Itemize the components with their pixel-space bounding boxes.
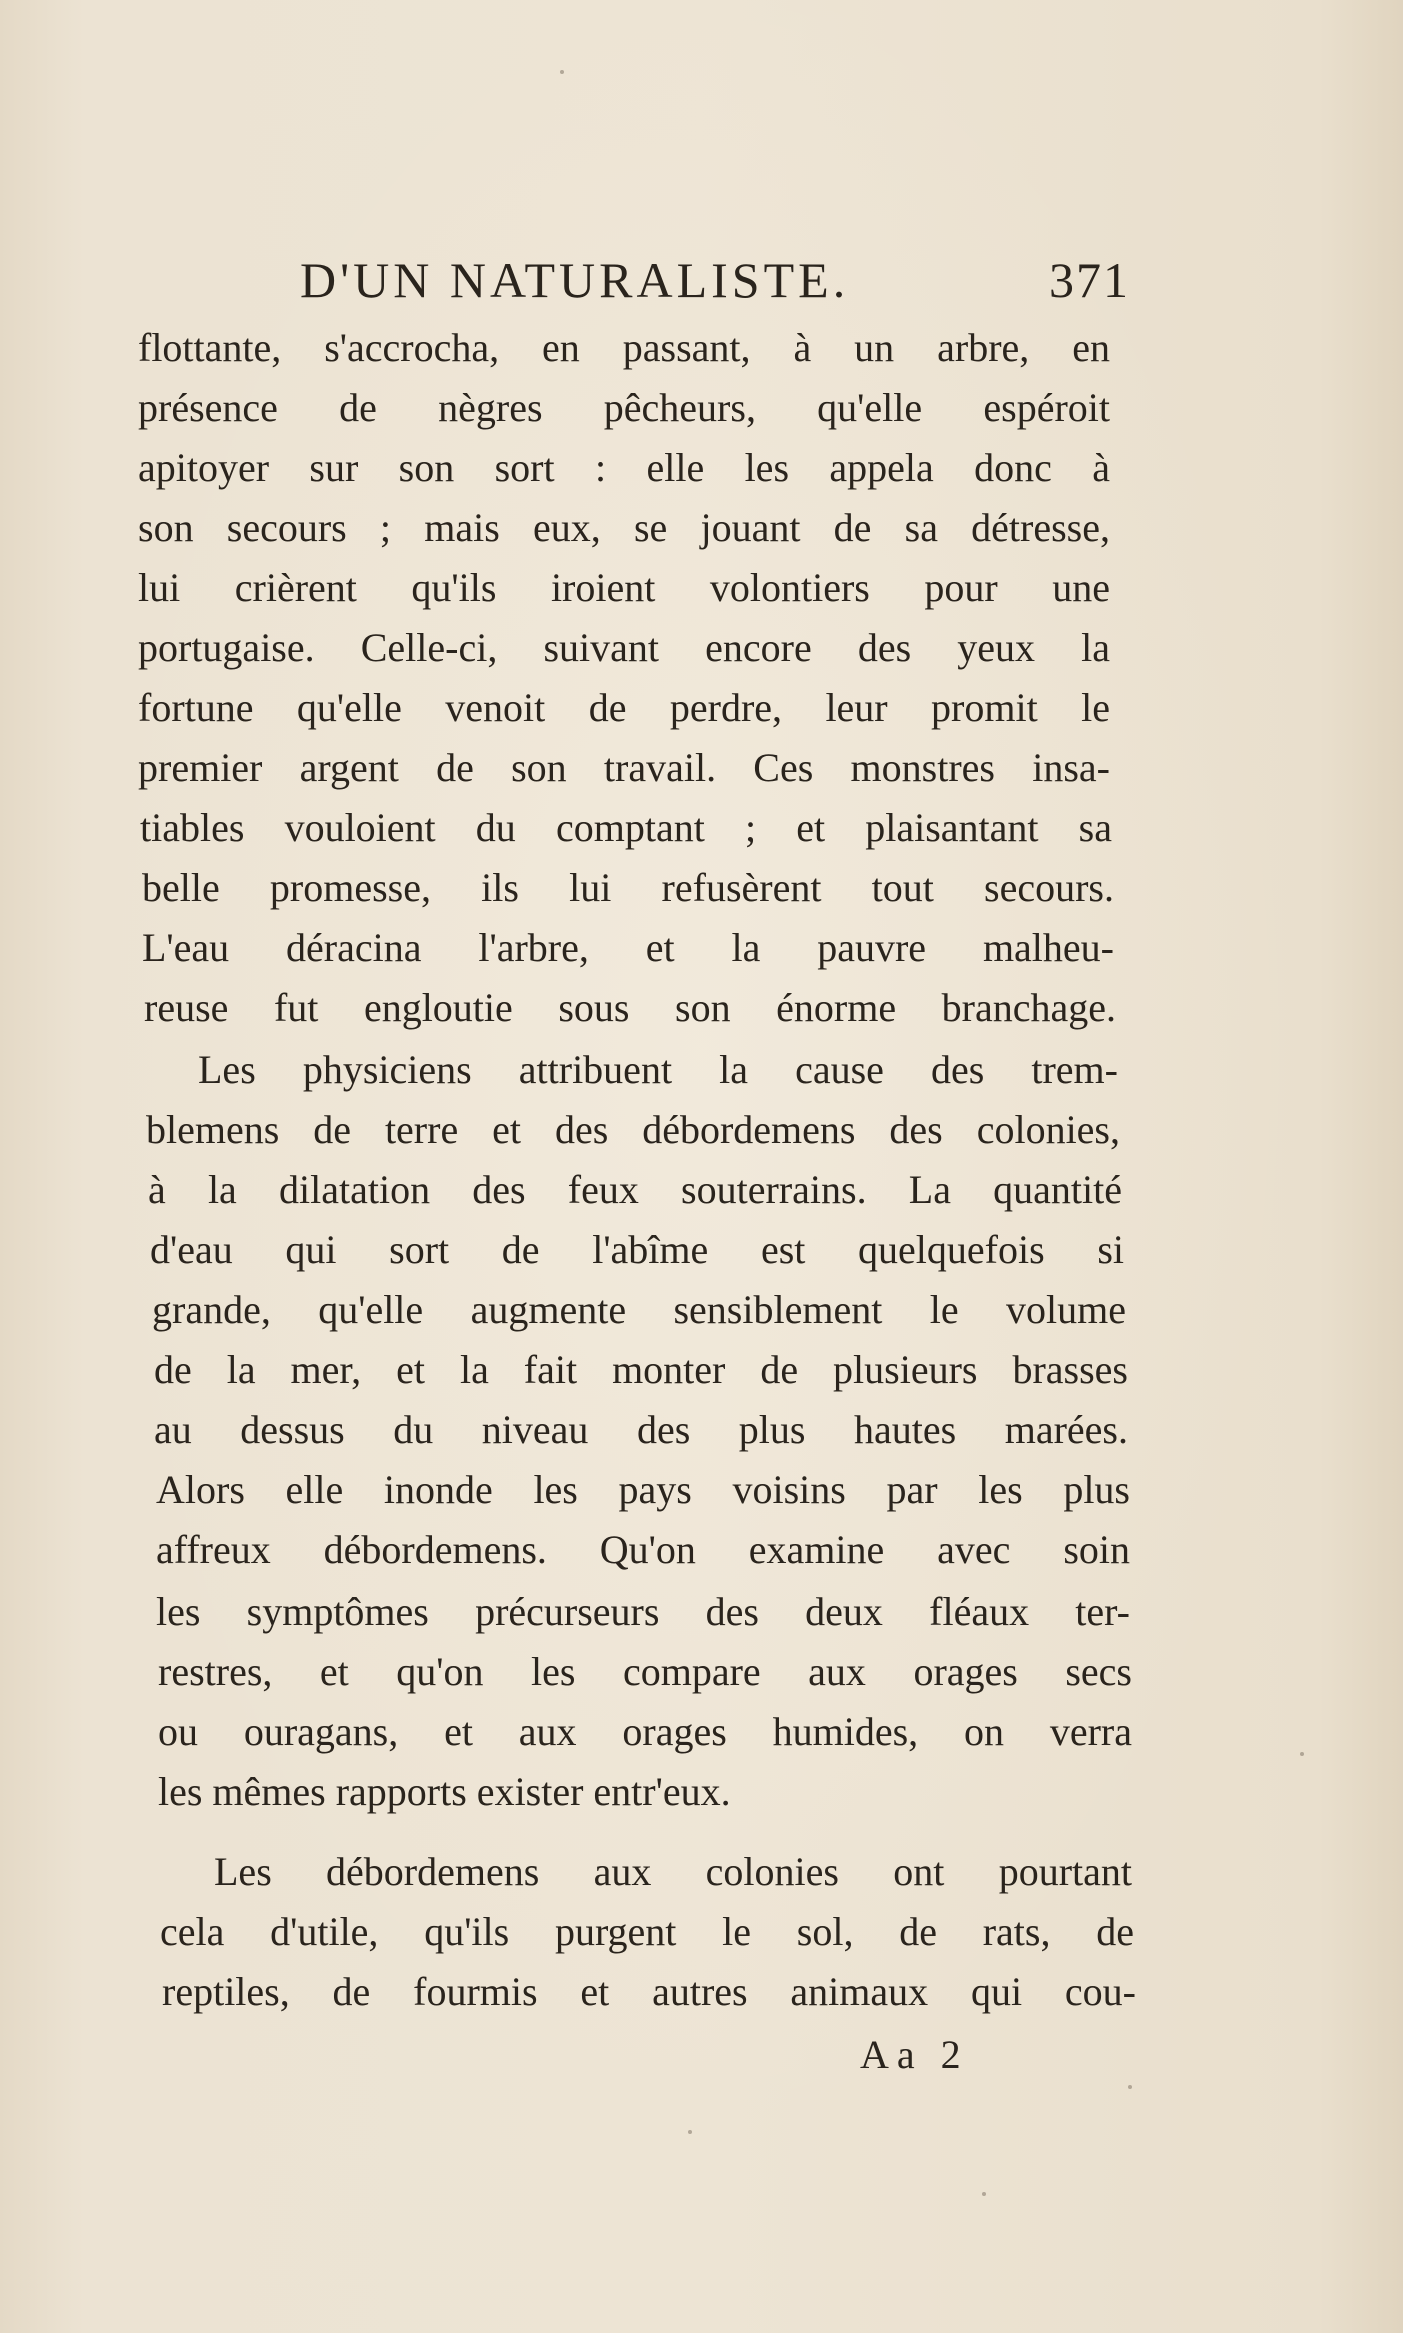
text-line-24: ou ouragans, et aux orages humides, on verra bbox=[158, 1709, 1132, 1754]
paper-speck bbox=[560, 70, 564, 74]
text-line-11: L'eau déracina l'arbre, et la pauvre malheu- bbox=[142, 925, 1114, 970]
text-line-13: Les physiciens attribuent la cause des trem- bbox=[198, 1047, 1118, 1092]
text-line-8: premier argent de son travail. Ces monstres insa- bbox=[138, 745, 1110, 790]
text-line-4: son secours ; mais eux, se jouant de sa détresse, bbox=[138, 505, 1110, 550]
running-title: D'UN NATURALISTE. bbox=[300, 252, 850, 308]
text-line-21: affreux débordemens. Qu'on examine avec soin bbox=[156, 1527, 1130, 1572]
text-line-27: cela d'utile, qu'ils purgent le sol, de rats, de bbox=[160, 1909, 1134, 1954]
running-head bbox=[300, 250, 1130, 310]
text-line-26: Les débordemens aux colonies ont pourtant bbox=[214, 1849, 1132, 1894]
text-line-28: reptiles, de fourmis et autres animaux qui cou- bbox=[162, 1969, 1136, 2014]
text-line-2: présence de nègres pêcheurs, qu'elle espéroit bbox=[138, 385, 1110, 430]
text-line-23: restres, et qu'on les compare aux orages secs bbox=[158, 1649, 1132, 1694]
text-line-12: reuse fut engloutie sous son énorme branchage. bbox=[144, 985, 1116, 1030]
paper-speck bbox=[982, 2192, 986, 2196]
text-line-25: les mêmes rapports exister entr'eux. bbox=[158, 1769, 731, 1814]
text-line-10: belle promesse, ils lui refusèrent tout secours. bbox=[142, 865, 1114, 910]
text-line-20: Alors elle inonde les pays voisins par les plus bbox=[156, 1467, 1130, 1512]
text-line-19: au dessus du niveau des plus hautes marées. bbox=[154, 1407, 1128, 1452]
text-line-1: flottante, s'accrocha, en passant, à un arbre, en bbox=[138, 325, 1110, 370]
page-number: 371 bbox=[1049, 252, 1130, 308]
text-line-14: blemens de terre et des débordemens des colonies, bbox=[146, 1107, 1120, 1152]
text-line-15: à la dilatation des feux souterrains. La quantité bbox=[148, 1167, 1122, 1212]
text-line-6: portugaise. Celle-ci, suivant encore des yeux la bbox=[138, 625, 1110, 670]
text-line-3: apitoyer sur son sort : elle les appela donc à bbox=[138, 445, 1110, 490]
text-line-7: fortune qu'elle venoit de perdre, leur promit le bbox=[138, 685, 1110, 730]
text-line-16: d'eau qui sort de l'abîme est quelquefois si bbox=[150, 1227, 1124, 1272]
text-line-22: les symptômes précurseurs des deux fléaux ter- bbox=[156, 1589, 1130, 1634]
paper-speck bbox=[1128, 2085, 1132, 2089]
text-line-9: tiables vouloient du comptant ; et plaisantant sa bbox=[140, 805, 1112, 850]
signature-mark: Aa 2 bbox=[860, 2032, 969, 2077]
paper-speck bbox=[1300, 1752, 1304, 1756]
text-line-5: lui crièrent qu'ils iroient volontiers pour une bbox=[138, 565, 1110, 610]
text-line-17: grande, qu'elle augmente sensiblement le volume bbox=[152, 1287, 1126, 1332]
text-line-18: de la mer, et la fait monter de plusieurs brasses bbox=[154, 1347, 1128, 1392]
paper-speck bbox=[688, 2130, 692, 2134]
